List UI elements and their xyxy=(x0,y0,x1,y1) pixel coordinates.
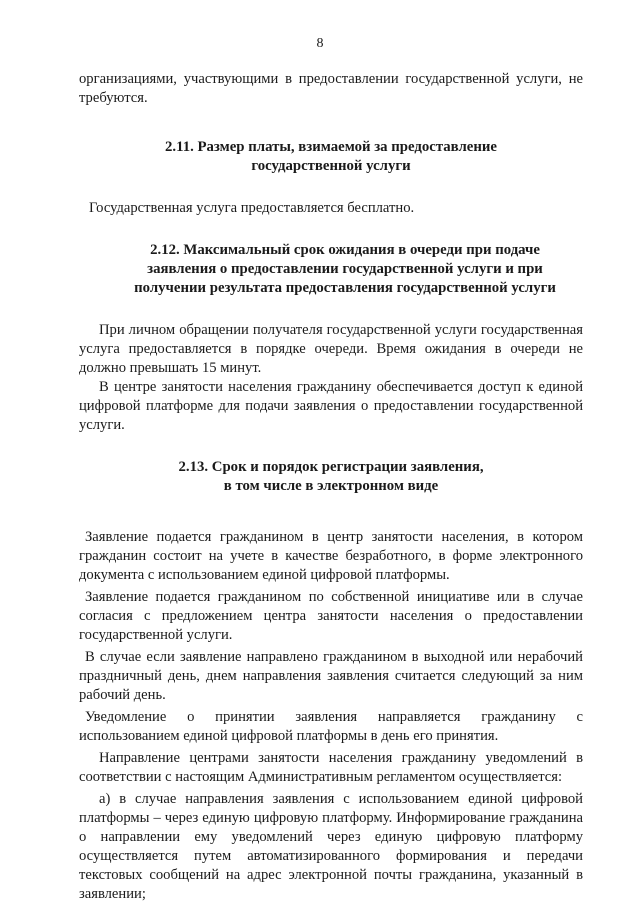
section-2-11-heading-line-1: 2.11. Размер платы, взимаемой за предоставление xyxy=(165,139,497,155)
section-2-13-paragraph-4: Уведомление о принятии заявления направляется гражданину с использованием единой цифровой платформы в день его принятия. xyxy=(79,709,583,744)
section-2-12-heading xyxy=(79,241,583,298)
section-2-12-paragraph-2: В центре занятости населения гражданину обеспечивается доступ к единой цифровой платформе для подачи заявления о предоставлении государственной услуги. xyxy=(79,379,583,433)
section-2-11-heading-line-2: государственной услуги xyxy=(251,158,411,174)
section-2-13-paragraph-6: а) в случае направления заявления с использованием единой цифровой платформы – через единую цифровую платформу. Информирование гражданина о направлении ему уведомлений через единую цифровую платформу осуществляется путем автоматизированного формирования и передачи текстовых сообщений на адрес электронной почты гражданина, указанный в заявлении; xyxy=(79,791,583,902)
section-2-12-heading-line-3: получении результата предоставления государственной услуги xyxy=(134,280,556,296)
section-2-13-paragraph-2: Заявление подается гражданином по собственной инициативе или в случае согласия с предложением центра занятости населения о предоставлении государственной услуги. xyxy=(79,589,583,643)
section-2-13-paragraph-1: Заявление подается гражданином в центр занятости населения, в котором гражданин состоит на учете в качестве безработного, в форме электронного документа с использованием единой цифровой платформы. xyxy=(79,529,583,583)
page-number: 8 xyxy=(316,36,324,51)
section-2-12-heading-line-1: 2.12. Максимальный срок ожидания в очереди при подаче xyxy=(150,242,540,258)
section-2-11-heading xyxy=(79,138,583,176)
section-2-13-heading-line-2: в том числе в электронном виде xyxy=(223,478,439,494)
section-2-12-heading-line-2: заявления о предоставлении государственной услуги и при xyxy=(147,261,543,277)
section-2-13-heading-line-1: 2.13. Срок и порядок регистрации заявления, xyxy=(178,459,484,475)
document-body xyxy=(79,70,583,904)
section-2-13-paragraph-5: Направление центрами занятости населения гражданину уведомлений в соответствии с настоящим Административным регламентом осуществляется: xyxy=(79,750,583,785)
section-2-13-heading xyxy=(79,458,583,496)
intro-paragraph: организациями, участвующими в предоставлении государственной услуги, не требуются. xyxy=(79,71,583,106)
section-2-12-paragraph-1: При личном обращении получателя государственной услуги государственная услуга предоставляется в порядке очереди. Время ожидания в очереди не должно превышать 15 минут. xyxy=(79,322,583,376)
section-2-11-paragraph-1: Государственная услуга предоставляется бесплатно. xyxy=(89,200,415,216)
section-2-13-paragraph-3: В случае если заявление направлено гражданином в выходной или нерабочий праздничный день, днем направления заявления считается следующий за ним рабочий день. xyxy=(79,649,583,703)
